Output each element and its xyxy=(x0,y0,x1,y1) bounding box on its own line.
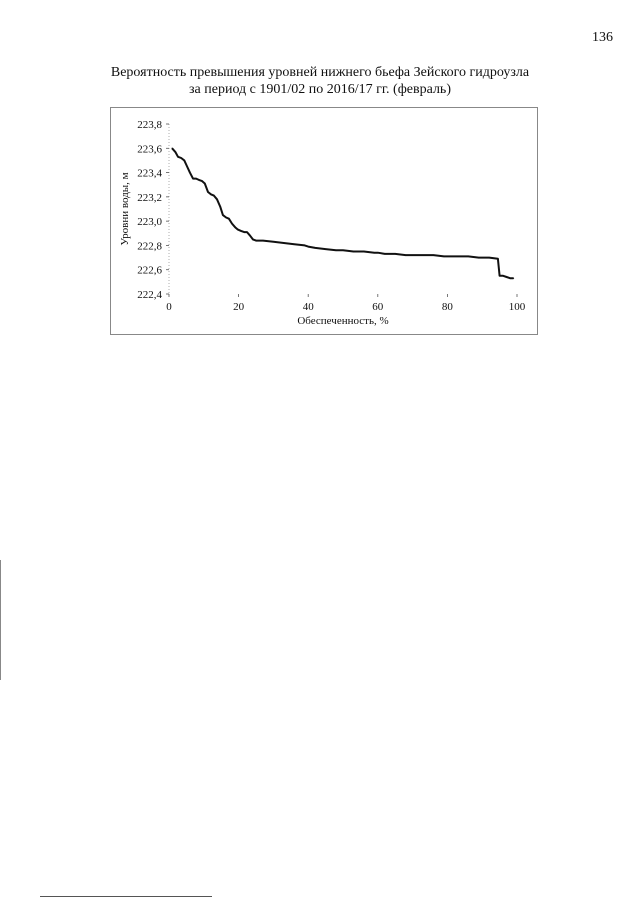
data-point xyxy=(478,257,479,258)
data-point xyxy=(225,217,226,218)
y-tick-label: 223,0 xyxy=(137,216,162,229)
y-tick-label: 223,4 xyxy=(137,167,162,180)
data-point xyxy=(433,255,434,256)
data-point xyxy=(249,235,250,236)
data-point xyxy=(255,240,256,241)
page-margin-mark xyxy=(0,560,1,680)
chart-area xyxy=(110,107,538,335)
data-point xyxy=(177,156,178,157)
y-tick-label: 223,8 xyxy=(137,119,162,131)
data-point xyxy=(384,253,385,254)
data-point xyxy=(395,253,396,254)
data-point xyxy=(377,252,378,253)
data-point xyxy=(294,244,295,245)
data-point xyxy=(489,257,490,258)
data-point xyxy=(412,255,413,256)
data-point xyxy=(235,227,236,228)
series-line xyxy=(172,148,513,278)
data-point xyxy=(335,250,336,251)
line-chart xyxy=(111,108,537,334)
data-point xyxy=(304,245,305,246)
data-point xyxy=(198,179,199,180)
data-point xyxy=(228,218,229,219)
data-point xyxy=(443,256,444,257)
data-point xyxy=(189,172,190,173)
data-point xyxy=(262,240,263,241)
data-point xyxy=(172,148,173,149)
data-point xyxy=(308,246,309,247)
data-point xyxy=(502,275,503,276)
data-point xyxy=(211,194,212,195)
data-point xyxy=(192,178,193,179)
chart-subtitle: за период с 1901/02 по 2016/17 гг. (февраль) xyxy=(189,82,451,97)
data-point xyxy=(207,191,208,192)
chart-title-block xyxy=(0,64,640,98)
data-point xyxy=(509,278,510,279)
data-point xyxy=(259,240,260,241)
data-point xyxy=(213,195,214,196)
data-point xyxy=(252,239,253,240)
data-point xyxy=(240,230,241,231)
x-tick-label: 20 xyxy=(233,301,245,313)
data-point xyxy=(186,166,187,167)
data-point xyxy=(499,275,500,276)
data-point xyxy=(315,247,316,248)
y-tick-label: 223,2 xyxy=(137,191,162,204)
data-point xyxy=(196,178,197,179)
data-point xyxy=(237,229,238,230)
data-point xyxy=(220,206,221,207)
y-tick-label: 223,6 xyxy=(137,143,162,156)
data-point xyxy=(513,278,514,279)
data-point xyxy=(374,252,375,253)
data-point xyxy=(342,250,343,251)
data-point xyxy=(506,276,507,277)
data-point xyxy=(447,256,448,257)
data-point xyxy=(244,231,245,232)
data-point xyxy=(181,157,182,158)
x-tick-label: 60 xyxy=(372,301,384,313)
data-point xyxy=(273,241,274,242)
y-tick-label: 222,8 xyxy=(137,240,162,253)
data-point xyxy=(457,256,458,257)
x-axis-label: Обеспеченность, % xyxy=(297,315,389,327)
footer-rule xyxy=(40,896,212,897)
chart-title: Вероятность превышения уровней нижнего бьефа Зейского гидроузла xyxy=(110,65,530,80)
data-point xyxy=(175,151,176,152)
data-point xyxy=(204,183,205,184)
data-point xyxy=(283,242,284,243)
data-point xyxy=(201,180,202,181)
x-tick-label: 100 xyxy=(508,301,526,313)
x-tick-label: 40 xyxy=(302,301,314,313)
data-point xyxy=(184,160,185,161)
page-number: 136 xyxy=(592,30,613,45)
y-axis-label: Уровни воды, м xyxy=(119,172,131,246)
data-point xyxy=(353,251,354,252)
data-point xyxy=(405,255,406,256)
y-tick-label: 222,6 xyxy=(137,264,162,277)
data-point xyxy=(231,223,232,224)
x-tick-label: 80 xyxy=(441,301,453,313)
data-point xyxy=(216,199,217,200)
data-point xyxy=(363,251,364,252)
data-point xyxy=(497,258,498,259)
data-point xyxy=(246,231,247,232)
x-tick-label: 0 xyxy=(166,301,172,313)
data-point xyxy=(468,256,469,257)
data-point xyxy=(222,214,223,215)
data-point xyxy=(325,248,326,249)
y-tick-label: 222,4 xyxy=(137,289,162,301)
data-point xyxy=(422,255,423,256)
